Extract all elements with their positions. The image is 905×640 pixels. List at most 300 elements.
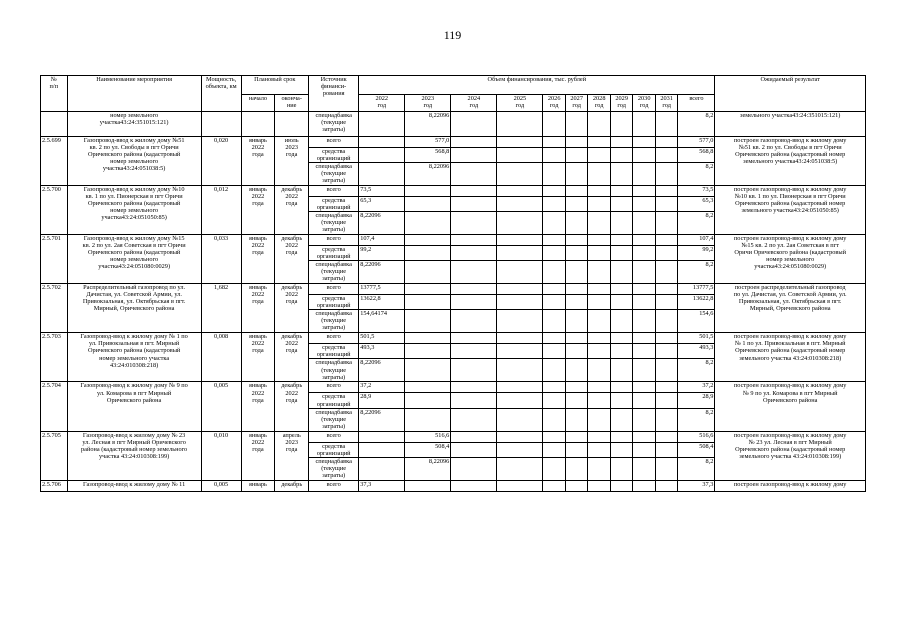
table-row <box>41 186 866 197</box>
measure-name: Распределительный газопровод по ул. Дачистая, ул. Советской Армии, ул. Привокзальная, ул. Октябрьская в пгт. Мирный, Оричевского района <box>67 284 201 333</box>
end-date: декабрь 2022 года <box>275 235 309 284</box>
year-amount <box>543 431 566 442</box>
header-year: 2025 год <box>497 95 543 112</box>
table-row <box>41 137 866 148</box>
year-amount <box>610 310 633 333</box>
year-amount <box>655 431 678 442</box>
year-amount <box>588 212 611 235</box>
year-amount <box>610 284 633 295</box>
year-amount <box>633 284 656 295</box>
year-amount <box>565 295 588 310</box>
year-amount <box>588 344 611 359</box>
row-number: 2.5.704 <box>41 382 68 431</box>
year-amount <box>565 235 588 246</box>
year-amount: 107,4 <box>359 235 405 246</box>
start-date: январь <box>241 480 275 491</box>
year-amount <box>543 480 566 491</box>
start-date: январь 2022 года <box>241 137 275 186</box>
total-amount: 65,3 <box>678 197 715 212</box>
funding-source: средства организаций <box>309 442 359 457</box>
year-amount <box>405 310 451 333</box>
total-amount: 8,2 <box>678 163 715 186</box>
year-amount <box>543 197 566 212</box>
start-date: январь 2022 года <box>241 284 275 333</box>
year-amount <box>655 137 678 148</box>
total-amount: 28,9 <box>678 393 715 408</box>
total-amount: 493,3 <box>678 344 715 359</box>
end-date: декабрь 2022 года <box>275 186 309 235</box>
total-amount: 37,2 <box>678 382 715 393</box>
year-amount <box>565 393 588 408</box>
total-amount: 8,2 <box>678 457 715 480</box>
year-amount <box>655 295 678 310</box>
year-amount: 577,0 <box>405 137 451 148</box>
funding-source: всего <box>309 480 359 491</box>
year-amount <box>497 431 543 442</box>
capacity-value: 0,005 <box>201 480 241 491</box>
year-amount: 8,22096 <box>359 359 405 382</box>
header-period: Плановый срок <box>241 76 309 95</box>
header-year: 2029 год <box>610 95 633 112</box>
year-amount <box>588 442 611 457</box>
year-amount <box>405 344 451 359</box>
table-row <box>41 382 866 393</box>
header-year: 2028 год <box>588 95 611 112</box>
total-amount: 516,6 <box>678 431 715 442</box>
year-amount <box>588 408 611 431</box>
year-amount <box>655 212 678 235</box>
total-amount: 99,2 <box>678 246 715 261</box>
year-amount <box>588 163 611 186</box>
capacity-value <box>201 112 241 137</box>
year-amount <box>633 408 656 431</box>
year-amount <box>451 408 497 431</box>
year-amount <box>633 186 656 197</box>
year-amount <box>565 137 588 148</box>
year-amount <box>359 163 405 186</box>
year-amount <box>610 235 633 246</box>
year-amount <box>451 163 497 186</box>
end-date: декабрь 2022 года <box>275 284 309 333</box>
year-amount: 13777,5 <box>359 284 405 295</box>
total-amount: 13777,5 <box>678 284 715 295</box>
year-amount <box>633 442 656 457</box>
header-year: 2027 год <box>565 95 588 112</box>
funding-source: всего <box>309 284 359 295</box>
year-amount: 154,64174 <box>359 310 405 333</box>
year-amount <box>565 112 588 137</box>
funding-source: спецнадбавка (текущие затраты) <box>309 457 359 480</box>
row-number: 2.5.700 <box>41 186 68 235</box>
year-amount <box>405 333 451 344</box>
year-amount <box>543 457 566 480</box>
row-number: 2.5.706 <box>41 480 68 491</box>
year-amount <box>405 359 451 382</box>
header-year: 2026 год <box>543 95 566 112</box>
year-amount <box>359 148 405 163</box>
year-amount <box>633 295 656 310</box>
start-date: январь 2022 года <box>241 235 275 284</box>
measure-name: Газопровод-ввод к жилому дому № 11 <box>67 480 201 491</box>
year-amount <box>405 235 451 246</box>
year-amount <box>543 246 566 261</box>
year-amount <box>610 382 633 393</box>
year-amount <box>610 197 633 212</box>
year-amount <box>497 344 543 359</box>
year-amount <box>543 382 566 393</box>
funding-source: спецнадбавка (текущие затраты) <box>309 359 359 382</box>
row-number: 2.5.702 <box>41 284 68 333</box>
header-source: Источник финанси- рования <box>309 76 359 112</box>
year-amount <box>497 393 543 408</box>
year-amount <box>633 480 656 491</box>
year-amount <box>451 431 497 442</box>
year-amount <box>543 212 566 235</box>
year-amount <box>610 442 633 457</box>
year-amount: 99,2 <box>359 246 405 261</box>
year-amount <box>405 186 451 197</box>
year-amount <box>633 137 656 148</box>
year-amount <box>633 359 656 382</box>
year-amount <box>497 112 543 137</box>
year-amount <box>451 382 497 393</box>
year-amount <box>405 480 451 491</box>
row-number <box>41 112 68 137</box>
year-amount: 8,22096 <box>359 408 405 431</box>
funding-source: средства организаций <box>309 148 359 163</box>
year-amount <box>610 359 633 382</box>
year-amount <box>543 393 566 408</box>
year-amount <box>451 137 497 148</box>
year-amount <box>610 295 633 310</box>
year-amount <box>588 457 611 480</box>
header-capacity: Мощность, объекта, км <box>201 76 241 112</box>
year-amount <box>655 382 678 393</box>
funding-source: спецнадбавка (текущие затраты) <box>309 408 359 431</box>
expected-result: построен распределительный газопровод по ул. Дачистая, ул. Советской Армии, ул. Привокзальная, ул. Октябрьская в пгт. Мирный, Оричевского района <box>715 284 866 333</box>
total-amount: 13622,8 <box>678 295 715 310</box>
expected-result: построен газопровод-ввод к жилому дому <box>715 480 866 491</box>
year-amount <box>655 457 678 480</box>
year-amount <box>451 112 497 137</box>
year-amount <box>543 186 566 197</box>
year-amount <box>565 344 588 359</box>
expected-result: построен газопровод-ввод к жилому дому № 1 по ул. Привокзальная в пгт. Мирный Оричевского района (кадастровый номер земельного участка 43:24:010308:218) <box>715 333 866 382</box>
year-amount <box>655 163 678 186</box>
year-amount <box>633 310 656 333</box>
year-amount <box>497 333 543 344</box>
year-amount: 37,3 <box>359 480 405 491</box>
year-amount <box>655 197 678 212</box>
year-amount <box>543 344 566 359</box>
year-amount <box>588 186 611 197</box>
year-amount <box>655 344 678 359</box>
year-amount <box>633 393 656 408</box>
year-amount <box>359 442 405 457</box>
year-amount: 568,8 <box>405 148 451 163</box>
funding-source: всего <box>309 235 359 246</box>
year-amount <box>655 359 678 382</box>
funding-source: спецнадбавка (текущие затраты) <box>309 212 359 235</box>
table-row <box>41 112 866 137</box>
measure-name: Газопровод-ввод к жилому дому №10 кв. 1 по ул. Пионерская в пгт Оричи Оричевского района (кадастровый номер земельного участка43:24:051050:85) <box>67 186 201 235</box>
year-amount <box>451 480 497 491</box>
year-amount <box>405 261 451 284</box>
start-date <box>241 112 275 137</box>
year-amount <box>633 212 656 235</box>
year-amount <box>451 235 497 246</box>
year-amount <box>543 359 566 382</box>
funding-source: средства организаций <box>309 344 359 359</box>
year-amount <box>543 310 566 333</box>
table-row <box>41 480 866 491</box>
row-number: 2.5.703 <box>41 333 68 382</box>
year-amount <box>565 246 588 261</box>
year-amount <box>633 457 656 480</box>
year-amount <box>543 442 566 457</box>
year-amount <box>655 186 678 197</box>
year-amount <box>610 457 633 480</box>
year-amount <box>588 333 611 344</box>
year-amount <box>543 235 566 246</box>
year-amount <box>405 284 451 295</box>
funding-source: средства организаций <box>309 295 359 310</box>
row-number: 2.5.699 <box>41 137 68 186</box>
year-amount <box>497 408 543 431</box>
end-date <box>275 112 309 137</box>
year-amount <box>405 382 451 393</box>
year-amount <box>359 431 405 442</box>
year-amount <box>565 261 588 284</box>
year-amount: 493,3 <box>359 344 405 359</box>
capacity-value: 0,005 <box>201 382 241 431</box>
header-year: 2024 год <box>451 95 497 112</box>
year-amount <box>610 333 633 344</box>
year-amount <box>451 457 497 480</box>
year-amount <box>610 212 633 235</box>
year-amount <box>543 163 566 186</box>
year-amount <box>543 261 566 284</box>
year-amount <box>588 359 611 382</box>
year-amount <box>497 148 543 163</box>
start-date: январь 2022 года <box>241 333 275 382</box>
year-amount <box>633 197 656 212</box>
capacity-value: 0,008 <box>201 333 241 382</box>
year-amount <box>633 333 656 344</box>
year-amount <box>565 148 588 163</box>
year-amount: 13622,8 <box>359 295 405 310</box>
year-amount <box>497 163 543 186</box>
row-number: 2.5.705 <box>41 431 68 480</box>
year-amount <box>497 261 543 284</box>
year-amount <box>633 431 656 442</box>
year-amount: 8,22096 <box>359 261 405 284</box>
measure-name: Газопровод-ввод к жилому дому № 9 по ул. Комарова в пгт Мирный Оричевского района <box>67 382 201 431</box>
year-amount <box>451 393 497 408</box>
page-number: 119 <box>443 28 462 42</box>
capacity-value: 0,010 <box>201 431 241 480</box>
year-amount <box>497 235 543 246</box>
year-amount <box>655 284 678 295</box>
year-amount <box>610 112 633 137</box>
year-amount <box>451 212 497 235</box>
end-date: июль 2023 года <box>275 137 309 186</box>
funding-source: спецнадбавка (текущие затраты) <box>309 310 359 333</box>
expected-result: построен газопровод-ввод к жилому дому №51 кв. 2 по ул. Свободы в пгт Оричи Оричевского района (кадастровый номер земельного участка43:24:051038:5) <box>715 137 866 186</box>
year-amount <box>633 261 656 284</box>
header-volume: Объем финансирования, тыс. рублей <box>359 76 715 95</box>
measure-name: Газопровод-ввод к жилому дому №51 кв. 2 по ул. Свободы в пгт Оричи Оричевского района (кадастровый номер земельного участка43:24:051038:5) <box>67 137 201 186</box>
year-amount: 73,5 <box>359 186 405 197</box>
header-number: № п/п <box>41 76 68 112</box>
expected-result: построен газопровод-ввод к жилому дому № 23 ул. Лесная в пгт Мирный Оричевского района (кадастровый номер земельного участка 43:24:010308:199) <box>715 431 866 480</box>
header-year: 2022 год <box>359 95 405 112</box>
year-amount <box>451 359 497 382</box>
header-year: 2031 год <box>655 95 678 112</box>
capacity-value: 0,012 <box>201 186 241 235</box>
funding-source: средства организаций <box>309 197 359 212</box>
funding-source: спецнадбавка (текущие затраты) <box>309 261 359 284</box>
year-amount <box>610 246 633 261</box>
year-amount <box>655 261 678 284</box>
year-amount <box>405 212 451 235</box>
year-amount <box>588 393 611 408</box>
year-amount <box>633 344 656 359</box>
year-amount <box>497 295 543 310</box>
year-amount <box>565 442 588 457</box>
end-date: декабрь <box>275 480 309 491</box>
year-amount <box>610 393 633 408</box>
year-amount <box>451 295 497 310</box>
row-number: 2.5.701 <box>41 235 68 284</box>
year-amount <box>588 284 611 295</box>
year-amount <box>610 186 633 197</box>
total-amount: 501,5 <box>678 333 715 344</box>
funding-source: всего <box>309 186 359 197</box>
year-amount <box>405 408 451 431</box>
year-amount <box>655 246 678 261</box>
year-amount <box>543 112 566 137</box>
total-amount: 107,4 <box>678 235 715 246</box>
year-amount <box>451 333 497 344</box>
total-amount: 37,3 <box>678 480 715 491</box>
year-amount <box>565 408 588 431</box>
total-amount: 508,4 <box>678 442 715 457</box>
year-amount <box>497 246 543 261</box>
year-amount <box>588 148 611 163</box>
year-amount <box>655 310 678 333</box>
year-amount: 8,22096 <box>405 457 451 480</box>
year-amount <box>543 333 566 344</box>
expected-result: построен газопровод-ввод к жилому дому №15 кв. 2 по ул. 2ая Советская в пгт Оричи Оричевского района (кадастровый номер земельного участка43:24:051080:0029) <box>715 235 866 284</box>
funding-source: всего <box>309 431 359 442</box>
year-amount <box>610 408 633 431</box>
year-amount <box>497 310 543 333</box>
year-amount <box>655 112 678 137</box>
year-amount <box>588 295 611 310</box>
year-amount: 8,22096 <box>405 163 451 186</box>
year-amount <box>451 148 497 163</box>
year-amount <box>588 112 611 137</box>
year-amount <box>633 163 656 186</box>
year-amount <box>497 212 543 235</box>
year-amount <box>655 333 678 344</box>
end-date: апрель 2023 года <box>275 431 309 480</box>
year-amount <box>565 163 588 186</box>
year-amount <box>655 480 678 491</box>
year-amount <box>655 235 678 246</box>
year-amount <box>451 186 497 197</box>
year-amount <box>588 197 611 212</box>
total-amount: 154,6 <box>678 310 715 333</box>
total-amount: 8,2 <box>678 359 715 382</box>
year-amount <box>655 393 678 408</box>
year-amount <box>633 235 656 246</box>
year-amount <box>565 310 588 333</box>
year-amount <box>451 344 497 359</box>
start-date: январь 2022 года <box>241 186 275 235</box>
table-row <box>41 235 866 246</box>
year-amount <box>655 148 678 163</box>
year-amount <box>565 359 588 382</box>
start-date: январь 2022 года <box>241 431 275 480</box>
year-amount <box>497 186 543 197</box>
year-amount <box>565 284 588 295</box>
measure-name: Газопровод-ввод к жилому дому №15 кв. 2 по ул. 2ая Советская в пгт Оричи Оричевского района (кадастровый номер земельного участка43:24:051080:0029) <box>67 235 201 284</box>
year-amount: 501,5 <box>359 333 405 344</box>
year-amount: 37,2 <box>359 382 405 393</box>
header-start: начало <box>241 95 275 112</box>
measure-name: Газопровод-ввод к жилому дому № 23 ул. Лесная в пгт Мирный Оричевского района (кадастровый номер земельного участка 43:24:010308:199) <box>67 431 201 480</box>
year-amount <box>633 382 656 393</box>
total-amount: 568,8 <box>678 148 715 163</box>
year-amount: 65,3 <box>359 197 405 212</box>
year-amount: 508,4 <box>405 442 451 457</box>
header-name: Наименование мероприятия <box>67 76 201 112</box>
header-result: Ожидаемый результат <box>715 76 866 112</box>
total-amount: 8,2 <box>678 212 715 235</box>
year-amount: 8,22096 <box>405 112 451 137</box>
year-amount <box>610 148 633 163</box>
funding-source: спецнадбавка (текущие затраты) <box>309 163 359 186</box>
funding-source: всего <box>309 382 359 393</box>
year-amount <box>655 442 678 457</box>
year-amount <box>497 197 543 212</box>
year-amount <box>497 457 543 480</box>
header-year: 2030 год <box>633 95 656 112</box>
capacity-value: 0,033 <box>201 235 241 284</box>
year-amount <box>565 431 588 442</box>
table-row <box>41 284 866 295</box>
year-amount <box>497 359 543 382</box>
capacity-value: 1,682 <box>201 284 241 333</box>
year-amount <box>588 137 611 148</box>
capacity-value: 0,020 <box>201 137 241 186</box>
header-year: 2023 год <box>405 95 451 112</box>
year-amount <box>543 408 566 431</box>
year-amount <box>497 137 543 148</box>
funding-source: средства организаций <box>309 246 359 261</box>
year-amount <box>543 295 566 310</box>
funding-source: всего <box>309 137 359 148</box>
year-amount <box>588 431 611 442</box>
year-amount <box>565 212 588 235</box>
year-amount <box>497 382 543 393</box>
table-row <box>41 333 866 344</box>
year-amount <box>451 442 497 457</box>
end-date: декабрь 2022 года <box>275 382 309 431</box>
year-amount <box>405 197 451 212</box>
